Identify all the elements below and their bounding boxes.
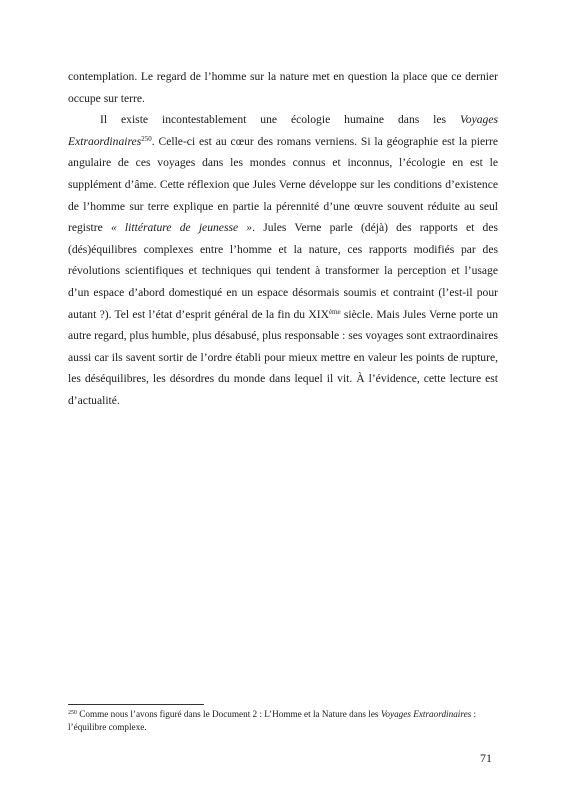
footnote-reference[interactable]: 250 [141, 134, 152, 143]
footnote-number: 250 [68, 710, 77, 716]
footnote-text: : l’équilibre complexe. [68, 709, 477, 733]
footnote-work-title: Voyages Extraordinaires [380, 709, 472, 719]
work-title: Voyages Extraordinaires [68, 113, 498, 148]
footnote-divider [68, 704, 204, 705]
page-number: 71 [480, 751, 492, 765]
quoted-genre: « littérature de jeunesse » [110, 221, 253, 235]
paragraph-continuation: contemplation. Le regard de l’homme sur la nature met en question la place que ce dernier occupe sur terre. [68, 70, 498, 105]
paragraph-ecology [68, 109, 498, 411]
paragraph-text: . Celle-ci est au cœur des romans verniens. Si la géographie est la pierre angulaire de ces voyages dans les mondes connus et inconnus, l’écologie en est le supplément d’âme. Cette réflexion que Jules Verne développe sur les conditions d’existence de l’homme sur terre explique en partie la pérennité d’une œuvre souvent réduite au seul registre [68, 134, 498, 235]
footnote [68, 708, 500, 735]
paragraph-text: . Jules Verne parle (déjà) des rapports et des (dés)équilibres complexes entre l’homme et la nature, ces rapports modifiés par des révolutions scientifiques et techniques qui tendent à transformer la perception et l’usage d’un espace d’abord domestiqué en un espace désormais soumis et contraint (l’est-il pour autant ?). Tel est l’état d’esprit général de la fin du XIX [68, 221, 498, 321]
paragraph-text: Il existe incontestablement une écologie humaine dans les [100, 113, 460, 127]
body-text [68, 66, 498, 412]
footnote-text: Comme nous l’avons figuré dans le Document 2 : L’Homme et la Nature dans les [77, 709, 381, 719]
century-superscript: ème [328, 307, 341, 316]
paragraph-text: siècle. Mais Jules Verne porte un autre regard, plus humble, plus désabusé, plus responsable : ses voyages sont extraordinaires aussi car ils savent sortir de l’ordre établi pour mieux mettre en valeur les points de rupture, les déséquilibres, les désordres du monde dans lequel il vit. À l’évidence, cette lecture est d’actualité. [68, 307, 498, 407]
